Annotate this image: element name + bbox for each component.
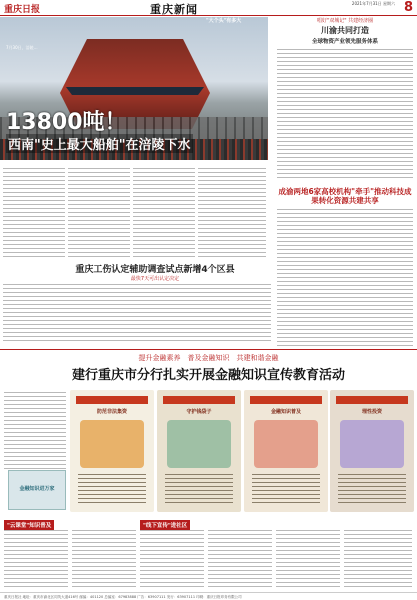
band-headline: 建行重庆市分行扎实开展金融知识宣传教育活动 (71, 368, 345, 383)
hero-headline-number: 13800吨！ (6, 110, 127, 135)
poster-text (165, 474, 233, 506)
book-title: 金融知识进万家 (19, 486, 55, 492)
side-story-head: "大个头"有多大 (206, 18, 242, 24)
poster-illustration (80, 420, 144, 468)
right-article-body-2 (277, 209, 413, 349)
sub-story-label: "线下宣传"进社区 (140, 520, 190, 530)
poster (157, 390, 241, 512)
page-number: 8 (403, 0, 413, 15)
poster-title: 守护钱袋子 (186, 409, 212, 415)
poster (244, 390, 328, 512)
story2-subheadline: 最快7天可出认定决定 (130, 276, 180, 282)
sub-story-column (72, 530, 136, 590)
poster (70, 390, 154, 512)
story2-headline: 重庆工伤认定辅助调查试点新增4个区县 (75, 265, 235, 275)
poster-title: 防范非法集资 (96, 409, 127, 415)
sub-story-column (344, 530, 412, 590)
band-lead-text (4, 392, 66, 470)
section-title: 重庆新闻 (150, 3, 198, 16)
sub-story-label: "云课堂"知识普及 (4, 520, 54, 530)
sub-story-column (4, 530, 68, 590)
poster-text (252, 474, 320, 506)
right-headline: 川渝共同打造 (321, 26, 369, 35)
lead-article-column (68, 168, 130, 258)
poster-text (78, 474, 146, 506)
hero-photo (0, 17, 268, 160)
right-subheadline: 全球物资产业领先服务体系 (311, 39, 378, 45)
date-line: 2021年7月31日 星期六 (351, 1, 395, 6)
lead-article-column (198, 168, 266, 258)
poster-illustration (167, 420, 231, 468)
side-story (206, 17, 266, 24)
sub-story-column (208, 530, 272, 590)
poster-illustration (340, 420, 404, 468)
lead-article-column (133, 168, 195, 258)
sub-story-column (140, 530, 204, 590)
masthead (0, 0, 417, 16)
right-article-body (277, 49, 413, 181)
band-kicker: 提升金融素养 普及金融知识 共建和谐金融 (138, 354, 279, 362)
ship-stripe (60, 87, 210, 95)
hero-photo-caption: 7月30日，涪陵… (6, 45, 38, 50)
newspaper-logo: 重庆日报 (4, 5, 41, 15)
poster-text (338, 474, 406, 506)
poster-banner (76, 396, 148, 404)
poster-banner (163, 396, 235, 404)
poster-title: 理性投资 (361, 409, 382, 415)
poster (330, 390, 414, 512)
poster-banner (250, 396, 322, 404)
hero-headline: 西南"史上最大船舶"在涪陵下水 (6, 134, 193, 153)
poster-title: 金融知识普及 (270, 409, 301, 415)
page-footer: 重庆日报社 地址：重庆市渝北区同茂大道416号 邮编：401120 总编室：67983888 广告：63907111 发行：63907111 印刷：重庆日报印务有限公司 (0, 592, 417, 600)
book-cover-image (8, 470, 66, 510)
right-kicker: 唱好"双城记" 共建经济圈 (316, 18, 374, 24)
lead-article-column (3, 168, 65, 258)
poster-banner (336, 396, 408, 404)
poster-illustration (254, 420, 318, 468)
right-column (277, 17, 413, 349)
sub-story-column (276, 530, 340, 590)
story2-body (3, 284, 271, 342)
right-headline-2: 成渝两地6家高校机构"牵手"推动科技成果转化资源共建共享 (278, 187, 412, 205)
